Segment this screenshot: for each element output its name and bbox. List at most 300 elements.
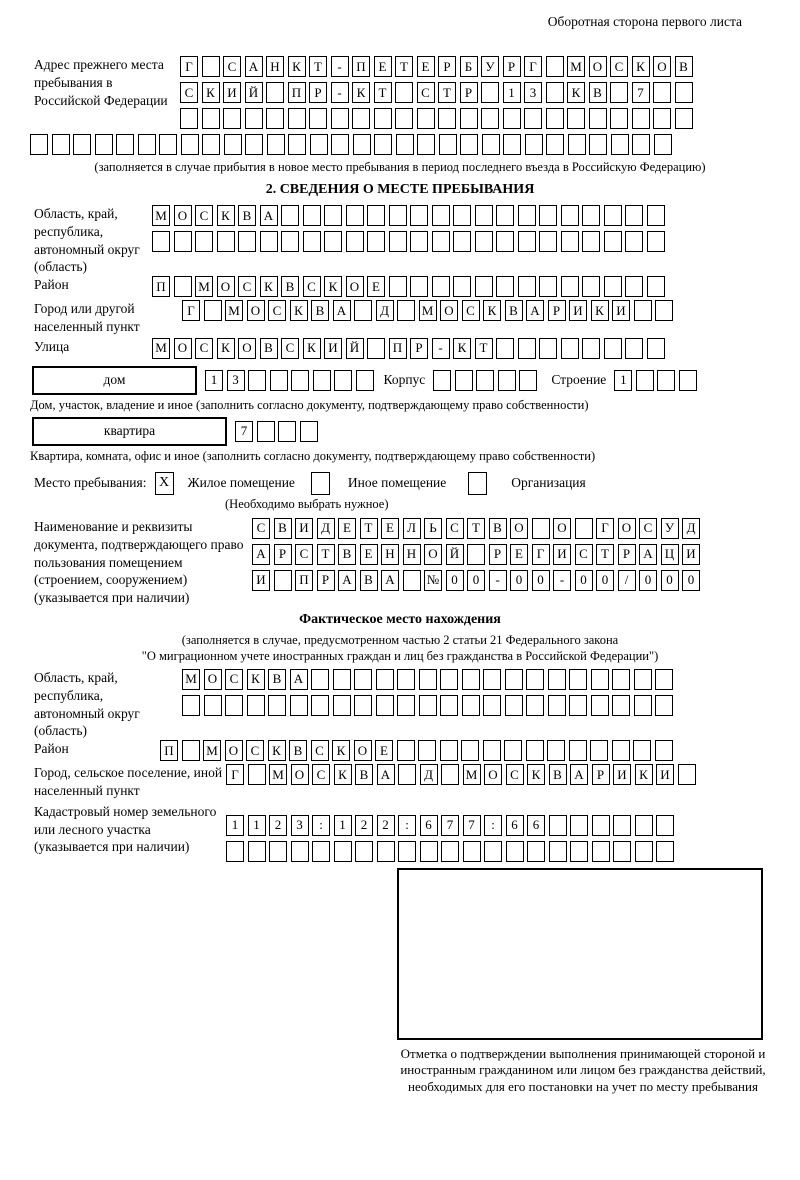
char-box xyxy=(549,841,567,862)
char-box: О xyxy=(238,338,256,359)
char-box xyxy=(274,570,292,591)
char-box: К xyxy=(352,82,370,103)
char-box: : xyxy=(484,815,502,836)
char-box xyxy=(438,108,456,129)
char-box xyxy=(546,108,564,129)
char-box: О xyxy=(346,276,364,297)
actual-region-row-2 xyxy=(182,695,673,716)
char-box: К xyxy=(483,300,501,321)
char-box: О xyxy=(247,300,265,321)
char-box: И xyxy=(656,764,674,785)
char-box: / xyxy=(618,570,636,591)
char-box: Р xyxy=(489,544,507,565)
char-box: В xyxy=(489,518,507,539)
char-box xyxy=(634,300,652,321)
char-box: Г xyxy=(226,764,244,785)
char-box: Г xyxy=(524,56,542,77)
char-box xyxy=(73,134,91,155)
char-box: П xyxy=(295,570,313,591)
char-box: П xyxy=(352,56,370,77)
char-box: М xyxy=(225,300,243,321)
char-box xyxy=(225,695,243,716)
char-box: С xyxy=(238,276,256,297)
char-box: К xyxy=(527,764,545,785)
char-box xyxy=(288,134,306,155)
char-box: - xyxy=(331,82,349,103)
char-box: О xyxy=(174,338,192,359)
char-box xyxy=(333,695,351,716)
char-box xyxy=(309,108,327,129)
char-box xyxy=(311,695,329,716)
char-box: Р xyxy=(274,544,292,565)
char-box xyxy=(441,841,459,862)
char-box xyxy=(546,56,564,77)
char-box: Д xyxy=(420,764,438,785)
char-box: О xyxy=(589,56,607,77)
char-box xyxy=(346,231,364,252)
char-box xyxy=(291,841,309,862)
char-box xyxy=(433,370,451,391)
char-box xyxy=(202,56,220,77)
char-box: С xyxy=(295,544,313,565)
char-box xyxy=(526,669,544,690)
char-box: В xyxy=(274,518,292,539)
char-box xyxy=(610,108,628,129)
char-box xyxy=(420,841,438,862)
char-box xyxy=(268,695,286,716)
char-box xyxy=(582,231,600,252)
char-box xyxy=(346,205,364,226)
char-box: К xyxy=(247,669,265,690)
stay-type-note: (Необходимо выбрать нужное) xyxy=(225,496,389,511)
char-box: Д xyxy=(682,518,700,539)
char-box xyxy=(604,276,622,297)
char-box: 7 xyxy=(632,82,650,103)
char-box xyxy=(613,841,631,862)
char-box: Г xyxy=(532,544,550,565)
char-box: Р xyxy=(592,764,610,785)
char-box: - xyxy=(432,338,450,359)
char-box xyxy=(604,338,622,359)
char-box xyxy=(204,300,222,321)
char-box xyxy=(612,740,630,761)
actual-location-note-2: "О миграционном учете иностранных граждан и лиц без гражданства в Российской Федерации") xyxy=(141,648,659,663)
char-box xyxy=(547,740,565,761)
char-box xyxy=(518,231,536,252)
actual-city-row xyxy=(226,764,696,785)
char-box: И xyxy=(613,764,631,785)
char-box xyxy=(30,134,48,155)
document-row-2 xyxy=(252,544,700,565)
char-box: О xyxy=(440,300,458,321)
cadastral-row-1 xyxy=(226,815,674,836)
char-box xyxy=(675,82,693,103)
char-box: Е xyxy=(374,56,392,77)
char-box xyxy=(356,370,374,391)
char-box xyxy=(610,82,628,103)
char-box xyxy=(505,695,523,716)
char-box xyxy=(266,82,284,103)
char-box xyxy=(570,841,588,862)
char-box xyxy=(532,518,550,539)
char-box xyxy=(260,231,278,252)
char-box xyxy=(202,108,220,129)
document-line xyxy=(30,518,770,607)
char-box xyxy=(181,134,199,155)
checkbox-other-premises xyxy=(311,472,330,495)
stay-type-line xyxy=(30,472,770,495)
char-box xyxy=(548,695,566,716)
char-box xyxy=(506,841,524,862)
char-box xyxy=(440,740,458,761)
actual-region-line xyxy=(30,669,770,740)
char-box xyxy=(675,108,693,129)
house-line xyxy=(30,366,770,395)
char-box xyxy=(410,231,428,252)
char-box: № xyxy=(424,570,442,591)
char-box: С xyxy=(446,518,464,539)
char-box xyxy=(310,134,328,155)
char-box xyxy=(432,205,450,226)
char-box: К xyxy=(334,764,352,785)
char-box: А xyxy=(570,764,588,785)
char-box xyxy=(647,205,665,226)
char-box xyxy=(217,231,235,252)
option-organization-label: Организация xyxy=(511,475,586,491)
char-box xyxy=(625,338,643,359)
char-box xyxy=(223,108,241,129)
char-box xyxy=(476,370,494,391)
house-number-row xyxy=(205,370,374,391)
char-box xyxy=(496,205,514,226)
char-box xyxy=(647,231,665,252)
document-row-3 xyxy=(252,570,700,591)
char-box: И xyxy=(553,544,571,565)
char-box xyxy=(591,669,609,690)
char-box xyxy=(526,740,544,761)
char-box xyxy=(397,300,415,321)
region-row-1 xyxy=(152,205,665,226)
district-line xyxy=(30,276,770,297)
prev-address-row-4 xyxy=(30,134,770,155)
char-box: В xyxy=(281,276,299,297)
char-box xyxy=(524,108,542,129)
city-row xyxy=(182,300,673,321)
char-box xyxy=(398,841,416,862)
korpus-row xyxy=(433,370,537,391)
char-box: С xyxy=(417,82,435,103)
char-box xyxy=(374,134,392,155)
char-box xyxy=(440,695,458,716)
char-box: Г xyxy=(182,300,200,321)
char-box xyxy=(367,231,385,252)
char-box: В xyxy=(289,740,307,761)
char-box: - xyxy=(489,570,507,591)
char-box: Е xyxy=(367,276,385,297)
char-box xyxy=(568,134,586,155)
char-box: В xyxy=(355,764,373,785)
char-box xyxy=(539,338,557,359)
char-box xyxy=(389,205,407,226)
char-box: Г xyxy=(180,56,198,77)
char-box xyxy=(367,338,385,359)
char-box xyxy=(654,134,672,155)
char-box: А xyxy=(290,669,308,690)
char-box: С xyxy=(223,56,241,77)
char-box xyxy=(290,695,308,716)
char-box xyxy=(561,276,579,297)
cadastral-label: Кадастровый номер земельного или лесного участка (указывается при наличии) xyxy=(34,803,217,855)
char-box: Р xyxy=(438,56,456,77)
char-box: К xyxy=(635,764,653,785)
char-box xyxy=(589,134,607,155)
char-box: Т xyxy=(438,82,456,103)
char-box: Р xyxy=(309,82,327,103)
char-box xyxy=(462,695,480,716)
char-box xyxy=(527,841,545,862)
char-box: Е xyxy=(375,740,393,761)
char-box xyxy=(312,841,330,862)
cadastral-row-2 xyxy=(226,841,674,862)
char-box xyxy=(569,669,587,690)
char-box xyxy=(353,134,371,155)
char-box xyxy=(376,695,394,716)
char-box: 0 xyxy=(639,570,657,591)
char-box: 0 xyxy=(596,570,614,591)
char-box: Н xyxy=(381,544,399,565)
char-box: - xyxy=(331,56,349,77)
char-box: К xyxy=(290,300,308,321)
char-box: В xyxy=(589,82,607,103)
char-box xyxy=(331,108,349,129)
char-box: В xyxy=(238,205,256,226)
char-box xyxy=(396,134,414,155)
char-box xyxy=(367,205,385,226)
char-box xyxy=(281,205,299,226)
char-box: Р xyxy=(460,82,478,103)
char-box xyxy=(678,764,696,785)
char-box: В xyxy=(338,544,356,565)
char-box xyxy=(300,421,318,442)
char-box: Л xyxy=(403,518,421,539)
char-box: О xyxy=(225,740,243,761)
char-box xyxy=(569,695,587,716)
char-box: О xyxy=(553,518,571,539)
prev-address-label: Адрес прежнего места пребывания в Российской Федерации xyxy=(34,57,168,108)
char-box xyxy=(463,841,481,862)
char-box xyxy=(453,276,471,297)
char-box xyxy=(505,669,523,690)
char-box: О xyxy=(354,740,372,761)
char-box: 1 xyxy=(226,815,244,836)
char-box xyxy=(355,841,373,862)
char-box xyxy=(625,205,643,226)
char-box: Ц xyxy=(661,544,679,565)
char-box: О xyxy=(618,518,636,539)
char-box xyxy=(376,669,394,690)
char-box xyxy=(519,370,537,391)
char-box xyxy=(656,815,674,836)
char-box xyxy=(582,338,600,359)
char-box xyxy=(526,695,544,716)
char-box xyxy=(546,82,564,103)
char-box xyxy=(116,134,134,155)
street-line xyxy=(30,338,770,359)
char-box xyxy=(567,108,585,129)
stay-type-label: Место пребывания: xyxy=(34,475,147,491)
char-box: : xyxy=(398,815,416,836)
char-box: Й xyxy=(446,544,464,565)
char-box xyxy=(496,276,514,297)
char-box: К xyxy=(332,740,350,761)
prev-address-rows xyxy=(180,56,693,129)
char-box xyxy=(632,134,650,155)
house-note: Дом, участок, владение и иное (заполнить согласно документу, подтверждающему право собственности) xyxy=(30,397,589,412)
char-box: М xyxy=(182,669,200,690)
char-box: В xyxy=(360,570,378,591)
char-box xyxy=(334,841,352,862)
char-box xyxy=(656,841,674,862)
char-box xyxy=(496,231,514,252)
char-box xyxy=(679,370,697,391)
char-box: М xyxy=(152,205,170,226)
char-box xyxy=(453,205,471,226)
char-box xyxy=(475,276,493,297)
char-box xyxy=(224,134,242,155)
char-box: 6 xyxy=(420,815,438,836)
char-box xyxy=(467,544,485,565)
document-label: Наименование и реквизиты документа, подтверждающего право пользования помещением (строением, сооружением) (указывается при наличии) xyxy=(34,518,244,606)
char-box: 0 xyxy=(532,570,550,591)
char-box: В xyxy=(549,764,567,785)
char-box xyxy=(403,570,421,591)
char-box xyxy=(374,108,392,129)
char-box xyxy=(334,370,352,391)
char-box xyxy=(484,841,502,862)
char-box: Н xyxy=(266,56,284,77)
char-box: К xyxy=(217,338,235,359)
char-box: А xyxy=(245,56,263,77)
char-box: И xyxy=(569,300,587,321)
char-box: 2 xyxy=(377,815,395,836)
char-box: Р xyxy=(410,338,428,359)
char-box xyxy=(655,300,673,321)
char-box xyxy=(174,276,192,297)
char-box xyxy=(592,841,610,862)
char-box xyxy=(324,231,342,252)
char-box: И xyxy=(682,544,700,565)
char-box: А xyxy=(338,570,356,591)
char-box xyxy=(655,669,673,690)
char-box xyxy=(636,370,654,391)
char-box: Р xyxy=(548,300,566,321)
char-box: С xyxy=(281,338,299,359)
char-box: О xyxy=(291,764,309,785)
char-box: Й xyxy=(346,338,364,359)
char-box: К xyxy=(303,338,321,359)
char-box: Е xyxy=(338,518,356,539)
char-box: 1 xyxy=(334,815,352,836)
char-box: 0 xyxy=(661,570,679,591)
actual-city-label: Город, сельское поселение, иной населенный пункт xyxy=(34,765,223,798)
prev-address-row-2 xyxy=(180,82,693,103)
char-box xyxy=(612,669,630,690)
char-box xyxy=(159,134,177,155)
char-box: Т xyxy=(374,82,392,103)
char-box: К xyxy=(268,740,286,761)
apartment-field-label: квартира xyxy=(32,417,227,446)
char-box: С xyxy=(252,518,270,539)
char-box: Р xyxy=(503,56,521,77)
char-box: В xyxy=(675,56,693,77)
actual-city-line xyxy=(30,764,770,800)
char-box: И xyxy=(295,518,313,539)
apartment-row xyxy=(235,421,318,442)
actual-district-line xyxy=(30,740,770,761)
char-box: С xyxy=(639,518,657,539)
char-box: 1 xyxy=(503,82,521,103)
char-box xyxy=(635,815,653,836)
char-box: К xyxy=(453,338,471,359)
char-box: 3 xyxy=(227,370,245,391)
char-box xyxy=(395,82,413,103)
stroenie-row xyxy=(614,370,697,391)
korpus-label: Корпус xyxy=(383,372,426,388)
char-box: Т xyxy=(360,518,378,539)
char-box xyxy=(518,205,536,226)
char-box xyxy=(311,669,329,690)
prev-address-footnote: (заполняется в случае прибытия в новое место пребывания в период последнего въезда в Российскую Федерацию) xyxy=(94,160,706,174)
char-box: А xyxy=(639,544,657,565)
char-box xyxy=(245,134,263,155)
char-box xyxy=(539,276,557,297)
char-box: 6 xyxy=(506,815,524,836)
char-box: О xyxy=(510,518,528,539)
char-box xyxy=(455,370,473,391)
char-box: 0 xyxy=(682,570,700,591)
char-box: 1 xyxy=(614,370,632,391)
char-box xyxy=(152,231,170,252)
char-box xyxy=(604,205,622,226)
char-box: А xyxy=(252,544,270,565)
char-box: Й xyxy=(245,82,263,103)
char-box: 6 xyxy=(527,815,545,836)
char-box xyxy=(419,695,437,716)
city-label: Город или другой населенный пункт xyxy=(34,301,140,335)
char-box xyxy=(612,695,630,716)
char-box: С xyxy=(575,544,593,565)
char-box xyxy=(419,669,437,690)
char-box: М xyxy=(203,740,221,761)
char-box: 7 xyxy=(441,815,459,836)
char-box: А xyxy=(260,205,278,226)
region-line xyxy=(30,205,770,276)
char-box: С xyxy=(246,740,264,761)
char-box xyxy=(561,231,579,252)
char-box xyxy=(539,205,557,226)
char-box xyxy=(269,841,287,862)
char-box: М xyxy=(152,338,170,359)
char-box: С xyxy=(180,82,198,103)
char-box xyxy=(278,421,296,442)
actual-region-row-1 xyxy=(182,669,673,690)
char-box xyxy=(398,764,416,785)
char-box: П xyxy=(152,276,170,297)
char-box xyxy=(257,421,275,442)
char-box: К xyxy=(260,276,278,297)
char-box xyxy=(389,276,407,297)
option-other-premises-label: Иное помещение xyxy=(347,475,447,491)
